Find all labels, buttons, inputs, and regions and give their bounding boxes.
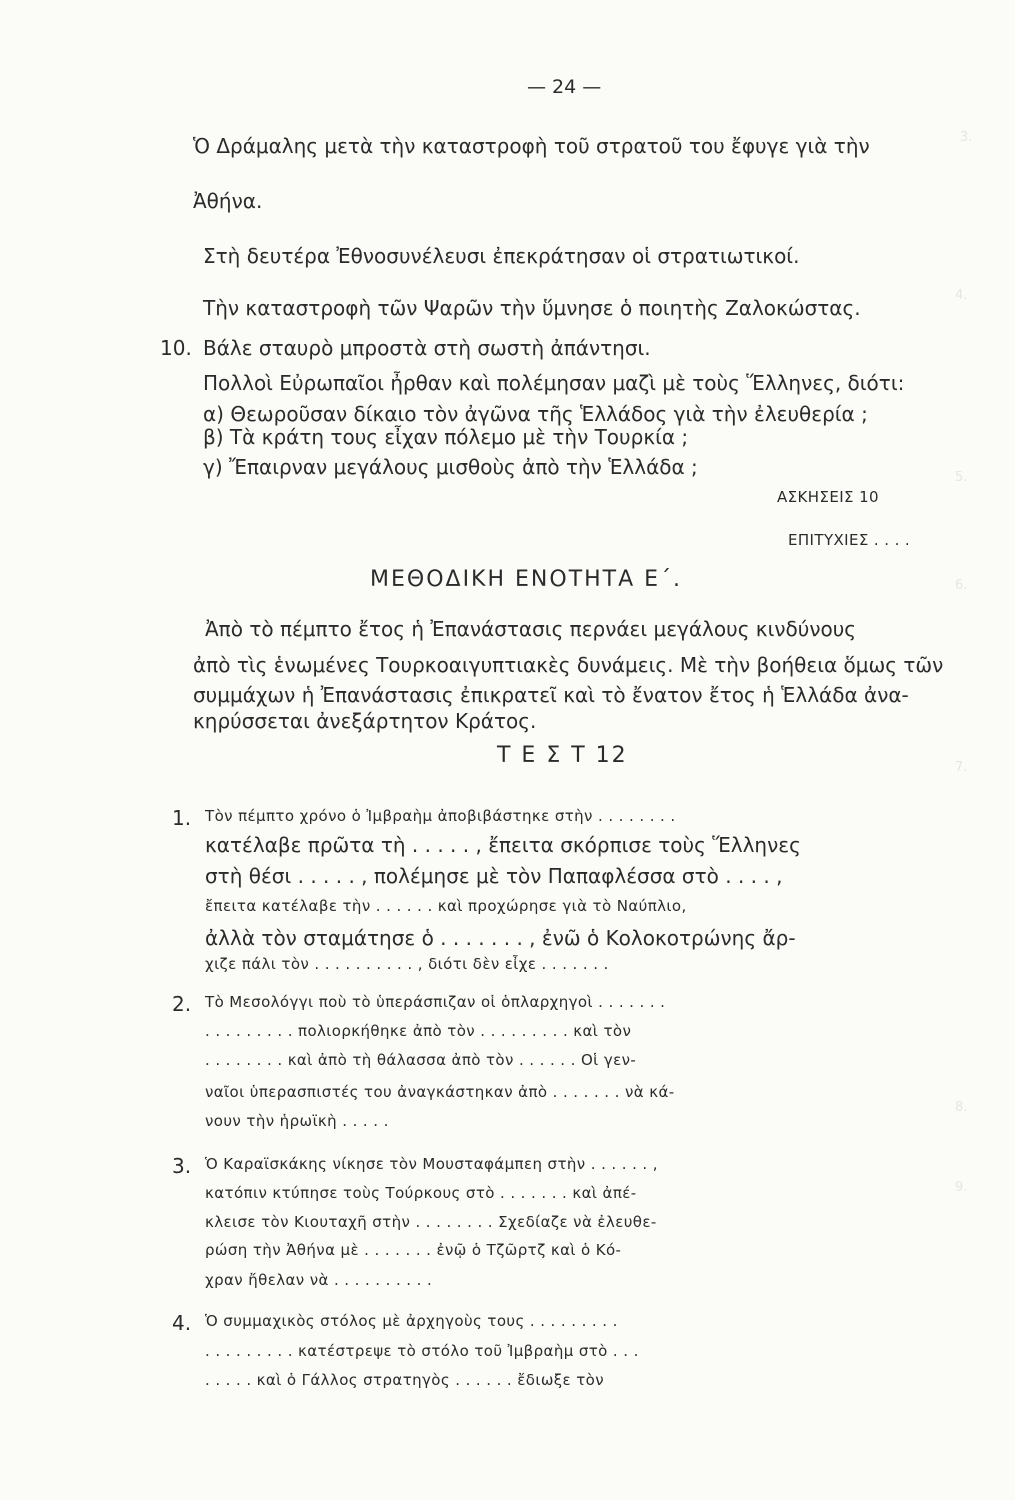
fill-in-line: κατόπιν κτύπησε τοὺς Τούρκους στὸ . . . . . . . καὶ ἀπέ-: [205, 1184, 637, 1202]
fill-in-line: Τὸ Μεσολόγγι ποὺ τὸ ὑπεράσπιζαν οἱ ὁπλαρχηγοὶ . . . . . . .: [205, 993, 666, 1011]
test-heading: Τ Ε Σ Τ 12: [497, 743, 628, 768]
unit-heading: ΜΕΘΟΔΙΚΗ ΕΝΟΤΗΤΑ Ε΄.: [370, 567, 683, 592]
exercises-count: ΑΣΚΗΣΕΙΣ 10: [777, 488, 879, 506]
fill-in-line: νουν τὴν ἡρωϊκὴ . . . . .: [205, 1112, 389, 1130]
fill-in-line: στὴ θέσι . . . . . , πολέμησε μὲ τὸν Παπαφλέσσα στὸ . . . . ,: [205, 864, 783, 888]
question-text: Πολλοὶ Εὐρωπαῖοι ἦρθαν καὶ πολέμησαν μαζὶ μὲ τοὺς Ἕλληνες, διότι:: [203, 371, 905, 395]
paragraph-line: κηρύσσεται ἀνεξάρτητον Κράτος.: [193, 709, 537, 733]
fill-in-line: κατέλαβε πρῶτα τὴ . . . . . , ἔπειτα σκόρπισε τοὺς Ἕλληνες: [205, 833, 801, 857]
fill-in-line: ρώση τὴν Ἀθήνα μὲ . . . . . . . ἐνῷ ὁ Τζῶρτζ καὶ ὁ Κό-: [205, 1241, 622, 1259]
fill-in-line: ναῖοι ὑπερασπιστές του ἀναγκάστηκαν ἀπὸ . . . . . . . νὰ κά-: [205, 1083, 675, 1101]
fill-in-line: χραν ἤθελαν νὰ . . . . . . . . . .: [205, 1271, 433, 1289]
question-number: 3.: [172, 1154, 192, 1178]
text-line: Τὴν καταστροφὴ τῶν Ψαρῶν τὴν ὕμνησε ὁ ποιητὴς Ζαλοκώστας.: [203, 296, 861, 320]
fill-in-line: Ὁ Καραϊσκάκης νίκησε τὸν Μουσταφάμπεη στὴν . . . . . . ,: [205, 1155, 658, 1173]
fill-in-line: Ὁ συμμαχικὸς στόλος μὲ ἀρχηγοὺς τους . . . . . . . . .: [205, 1312, 618, 1330]
fill-in-line: κλεισε τὸν Κιουταχῆ στὴν . . . . . . . . Σχεδίαζε νὰ ἐλευθε-: [205, 1213, 657, 1231]
question-text: Βάλε σταυρὸ μπροστὰ στὴ σωστὴ ἀπάντησι.: [203, 336, 651, 360]
fill-in-line: ἔπειτα κατέλαβε τὴν . . . . . . καὶ προχώρησε γιὰ τὸ Ναύπλιο,: [205, 897, 687, 915]
text-line: Στὴ δευτέρα Ἐθνοσυνέλευσι ἐπεκράτησαν οἱ στρατιωτικοί.: [203, 244, 800, 268]
fill-in-line: Τὸν πέμπτο χρόνο ὁ Ἰμβραὴμ ἀποβιβάστηκε στὴν . . . . . . . .: [205, 807, 676, 825]
text-line: Ἀθήνα.: [193, 189, 263, 213]
fill-in-line: . . . . . . . . . πολιορκήθηκε ἀπὸ τὸν . . . . . . . . . καὶ τὸν: [205, 1022, 632, 1040]
question-number: 4.: [172, 1311, 192, 1335]
answer-option-b: β) Τὰ κράτη τους εἶχαν πόλεμο μὲ τὴν Τουρκία ;: [203, 425, 689, 449]
fill-in-line: ἀλλὰ τὸν σταμάτησε ὁ . . . . . . . , ἐνῶ ὁ Κολοκοτρώνης ἄρ-: [205, 926, 796, 950]
text-line: Ὁ Δράμαλης μετὰ τὴν καταστροφὴ τοῦ στρατοῦ του ἔφυγε γιὰ τὴν: [193, 134, 870, 158]
fill-in-line: χιζε πάλι τὸν . . . . . . . . . . , διότι δὲν εἶχε . . . . . . .: [205, 955, 609, 973]
answer-option-c: γ) Ἔπαιρναν μεγάλους μισθοὺς ἀπὸ τὴν Ἑλλάδα ;: [203, 455, 698, 479]
successes-count: ΕΠΙΤΥΧΙΕΣ . . . .: [788, 531, 911, 549]
answer-option-a: α) Θεωροῦσαν δίκαιο τὸν ἀγῶνα τῆς Ἑλλάδος γιὰ τὴν ἐλευθερία ;: [203, 402, 868, 426]
page-number: — 24 —: [527, 76, 602, 98]
fill-in-line: . . . . . . . . καὶ ἀπὸ τὴ θάλασσα ἀπὸ τὸν . . . . . . Οἱ γεν-: [205, 1051, 637, 1069]
paragraph-line: ἀπὸ τὶς ἑνωμένες Τουρκοαιγυπτιακὲς δυνάμεις. Μὲ τὴν βοήθεια ὅμως τῶν: [193, 653, 944, 677]
fill-in-line: . . . . . καὶ ὁ Γάλλος στρατηγὸς . . . . . . ἔδιωξε τὸν: [205, 1371, 605, 1389]
question-number: 2.: [172, 992, 192, 1016]
question-number: 10.: [160, 336, 192, 360]
question-number: 1.: [172, 806, 192, 830]
scanned-page: 3. 4. 5. 6. 7. 8. 9. — 24 — Ὁ Δράμαλης μετὰ τὴν καταστροφὴ τοῦ στρατοῦ του ἔφυγε γιὰ τὴν Ἀθήνα. Στὴ δευτέρα Ἐθνοσυνέλευσι ἐπεκράτησαν οἱ στρατιωτικοί. Τὴν καταστροφὴ τῶν Ψαρῶν τὴν ὕμνησε ὁ ποιητὴς Ζαλοκώστας. 10. Βάλε σταυρὸ μπροστὰ στὴ σωστὴ ἀπάντησι. Πολλοὶ Εὐρωπαῖοι ἦρθαν καὶ πολέμησαν μαζὶ μὲ τοὺς Ἕλληνες, διότι: α) Θεωροῦσαν δίκαιο τὸν ἀγῶνα τῆς Ἑλλάδος γιὰ τὴν ἐλευθερία ; β) Τὰ κράτη τους εἶχαν πόλεμο μὲ τὴν Τουρκία ; γ) Ἔπαιρναν μεγάλους μισθοὺς ἀπὸ τὴν Ἑλλάδα ; ΑΣΚΗΣΕΙΣ 10 ΕΠΙΤΥΧΙΕΣ . . . . ΜΕΘΟΔΙΚΗ ΕΝΟΤΗΤΑ Ε΄. Ἀπὸ τὸ πέμπτο ἔτος ἡ Ἐπανάστασις περνάει μεγάλους κινδύνους ἀπὸ τὶς ἑνωμένες Τουρκοαιγυπτιακὲς δυνάμεις. Μὲ τὴν βοήθεια ὅμως τῶν συμμάχων ἡ Ἐπανάστασις ἐπικρατεῖ καὶ τὸ ἔνατον ἔτος ἡ Ἑλλάδα ἀνα- κηρύσσεται ἀνεξάρτητον Κράτος. Τ Ε Σ Τ 12 1. Τὸν πέμπτο χρόνο ὁ Ἰμβραὴμ ἀποβιβάστηκε στὴν . . . . . . . . κατέλαβε πρῶτα τὴ . . . . . , ἔπειτα σκόρπισε τοὺς Ἕλληνες στὴ θέσι . . . . . , πολέμησε μὲ τὸν Παπαφλέσσα στὸ . . . . , ἔπειτα κατέλαβε τὴν . . . . . . καὶ προχώρησε γιὰ τὸ Ναύπλιο, ἀλλὰ τὸν σταμάτησε ὁ . . . . . . . , ἐνῶ ὁ Κολοκοτρώνης ἄρ- χιζε πάλι τὸν . . . . . . . . . . , διότι δὲν εἶχε . . . . . . . 2. Τὸ Μεσολόγγι ποὺ τὸ ὑπεράσπιζαν οἱ ὁπλαρχηγοὶ . . . . . . . . . . . . . . . . πολιορκήθηκε ἀπὸ τὸν . . . . . . . . . καὶ τὸν . . . . . . . . καὶ ἀπὸ τὴ θάλασσα ἀπὸ τὸν . . . . . . Οἱ γεν- ναῖοι ὑπερασπιστές του ἀναγκάστηκαν ἀπὸ . . . . . . . νὰ κά- νουν τὴν ἡρωϊκὴ . . . . . 3. Ὁ Καραϊσκάκης νίκησε τὸν Μουσταφάμπεη στὴν . . . . . . , κατόπιν κτύπησε τοὺς Τούρκους στὸ . . . . . . . καὶ ἀπέ- κλεισε τὸν Κιουταχῆ στὴν . . . . . . . . Σχεδίαζε νὰ ἐλευθε- ρώση τὴν Ἀθήνα μὲ . . . . . . . ἐνῷ ὁ Τζῶρτζ καὶ ὁ Κό- χραν ἤθελαν νὰ . . . . . . . . . . 4. Ὁ συμμαχικὸς στόλος μὲ ἀρχηγοὺς τους . . . . . . . . . . . . . . . . . . κατέστρεψε τὸ στόλο τοῦ Ἰμβραὴμ στὸ . . . . . . . . καὶ ὁ Γάλλος στρατηγὸς . . . . . . ἔδιωξε τὸν: [0, 0, 1015, 1500]
paragraph-line: Ἀπὸ τὸ πέμπτο ἔτος ἡ Ἐπανάστασις περνάει μεγάλους κινδύνους: [205, 617, 857, 641]
fill-in-line: . . . . . . . . . κατέστρεψε τὸ στόλο τοῦ Ἰμβραὴμ στὸ . . .: [205, 1342, 639, 1360]
paragraph-line: συμμάχων ἡ Ἐπανάστασις ἐπικρατεῖ καὶ τὸ ἔνατον ἔτος ἡ Ἑλλάδα ἀνα-: [193, 683, 909, 707]
